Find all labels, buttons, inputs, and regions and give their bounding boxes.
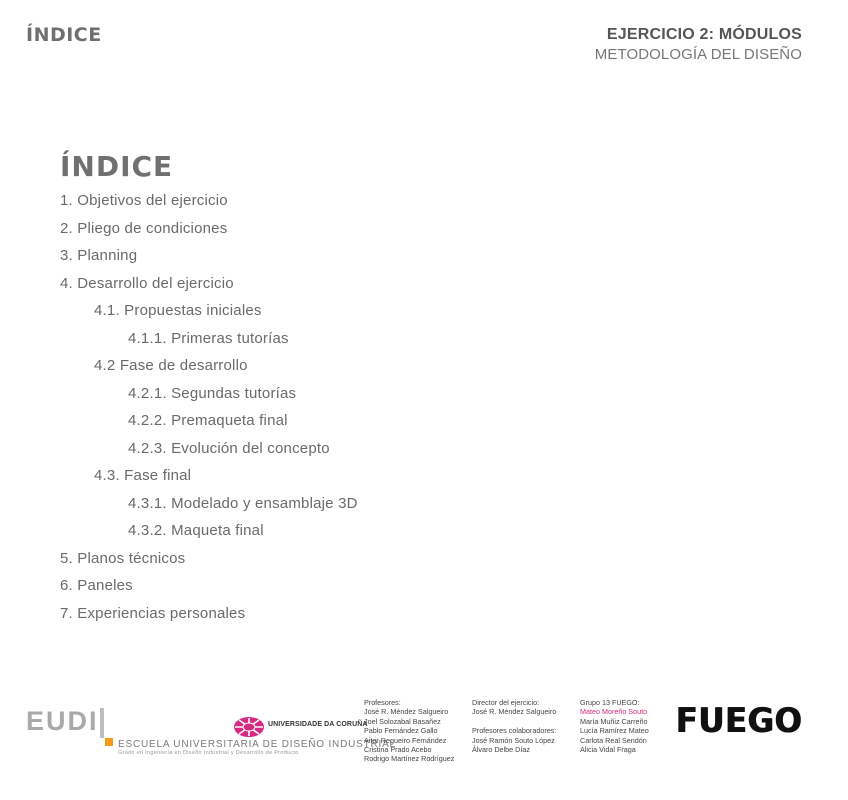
group-member: María Muñiz Carreño [580,716,648,726]
toc-item[interactable]: 4.3.1. Modelado y ensamblaje 3D [128,494,358,512]
eudi-logo-bar [100,708,104,738]
exercise-title: EJERCICIO 2: MÓDULOS [606,26,802,43]
toc-item[interactable]: 4.2.1. Segundas tutorías [128,384,297,402]
group-heading: Grupo 13 FUEGO: [580,698,640,707]
toc-item[interactable]: 5. Planos técnicos [60,549,186,567]
professor-name: Aitor Regueiro Fernández [364,735,447,745]
group-member: Carlota Real Sendón [580,735,647,745]
professor-name: José R. Méndez Salgueiro [364,707,449,717]
toc-item[interactable]: 1. Objetivos del ejercicio [60,192,228,209]
header-section-title: ÍNDICE [26,24,102,46]
toc-item[interactable]: 4. Desarrollo del ejercicio [60,274,234,292]
eudi-school-name: ESCUELA UNIVERSITARIA DE DISEÑO INDUSTRIAL [118,739,396,750]
collaborators-heading: Profesores colaboradores: [472,726,557,736]
footer [0,690,848,770]
professors-heading: Profesores: [364,698,401,707]
toc-item[interactable]: 7. Experiencias personales [60,604,246,622]
toc-title: ÍNDICE [60,150,174,183]
toc-item[interactable]: 4.2.2. Premaqueta final [128,412,288,429]
toc-item[interactable]: 6. Paneles [60,577,133,594]
professor-name: Pablo Fernández Gallo [364,726,438,736]
header-exercise-info [595,26,802,63]
group-member: Alicia Vidal Fraga [580,744,636,754]
toc-item[interactable]: 3. Planning [60,247,138,264]
toc-item[interactable]: 4.1.1. Primeras tutorías [128,329,289,347]
eudi-degree-name: Grado en Ingeniería en Diseño Industrial y Desarrollo de Producto [118,750,299,756]
toc-item[interactable]: 4.1. Propuestas iniciales [94,302,262,319]
director-credits [472,698,556,754]
professor-name: Rodrigo Martínez Rodríguez [364,754,455,764]
professor-name: Joel Solozabal Basañez [364,716,441,726]
eudi-logo-square [105,738,113,746]
director-heading: Director del ejercicio: [472,698,540,707]
group-credits [580,698,649,754]
toc-item[interactable]: 4.3. Fase final [94,467,192,484]
director-name: José R. Méndez Salgueiro [472,707,557,717]
toc-item[interactable]: 2. Pliego de condiciones [60,219,228,237]
toc-item[interactable]: 4.2.3. Evolución del concepto [128,439,330,457]
toc-item[interactable]: 4.3.2. Maqueta final [128,522,264,539]
fuego-logo: FUEGO [675,701,803,741]
professor-name: Cristina Prado Acebo [364,744,432,754]
course-subtitle: METODOLOGÍA DEL DISEÑO [594,46,802,63]
toc-item[interactable]: 4.2 Fase de desarrollo [94,357,248,374]
eudi-logo: EUDI [26,706,99,736]
group-member: Lucía Ramírez Mateo [580,726,649,736]
group-member-highlighted: Mateo Moreño Souto [580,707,648,717]
collaborator-name: José Ramón Souto López [472,735,555,745]
professors-credits [364,698,454,764]
toc-list [60,190,358,630]
udc-emblem-icon [232,715,266,739]
collaborator-name: Álvaro Delbe Díaz [472,744,530,754]
udc-name: UNIVERSIDADE DA CORUÑA [268,721,368,728]
